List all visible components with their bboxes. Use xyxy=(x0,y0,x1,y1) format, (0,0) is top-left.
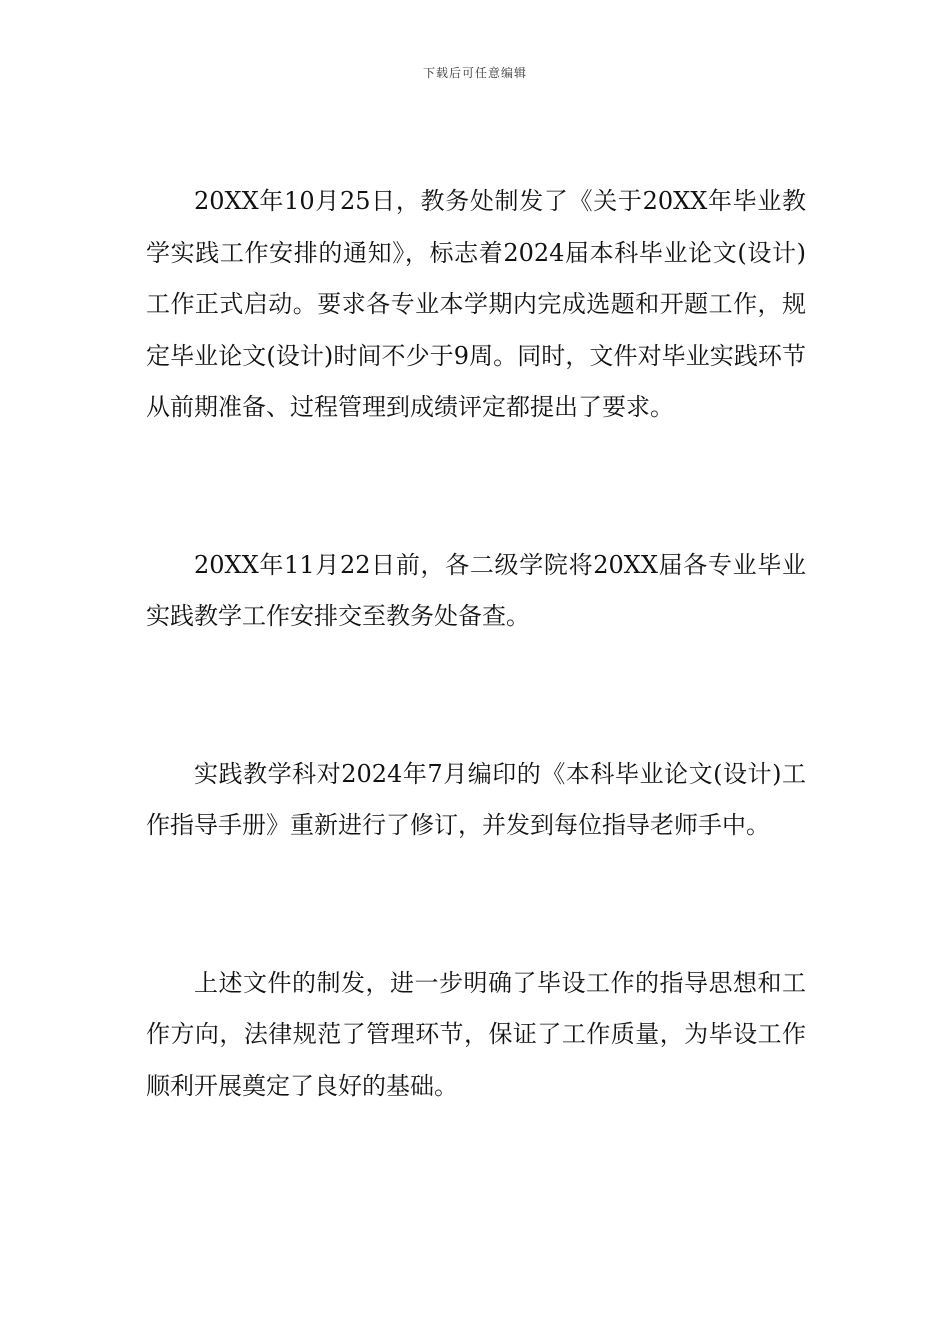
paragraph-graduation-notice: 20XX年10月25日，教务处制发了《关于20XX年毕业教学实践工作安排的通知》，标志着2024届本科毕业论文(设计)工作正式启动。要求各专业本学期内完成选题和开题工作，规定毕业论文(设计)时间不少于9周。同时，文件对毕业实践环节从前期准备、过程管理到成绩评定都提出了要求。 xyxy=(146,187,806,421)
page-header-note: 下载后可任意编辑 xyxy=(422,66,527,80)
paragraph-summary: 上述文件的制发，进一步明确了毕设工作的指导思想和工作方向，法律规范了管理环节，保证了工作质量，为毕设工作顺利开展奠定了良好的基础。 xyxy=(146,968,806,1100)
paragraph-handbook-revision: 实践教学科对2024年7月编印的《本科毕业论文(设计)工作指导手册》重新进行了修订，并发到每位指导老师手中。 xyxy=(146,759,806,839)
document-body xyxy=(146,176,806,1112)
paragraph-college-arrangements: 20XX年11月22日前，各二级学院将20XX届各专业毕业实践教学工作安排交至教务处备查。 xyxy=(146,550,806,630)
